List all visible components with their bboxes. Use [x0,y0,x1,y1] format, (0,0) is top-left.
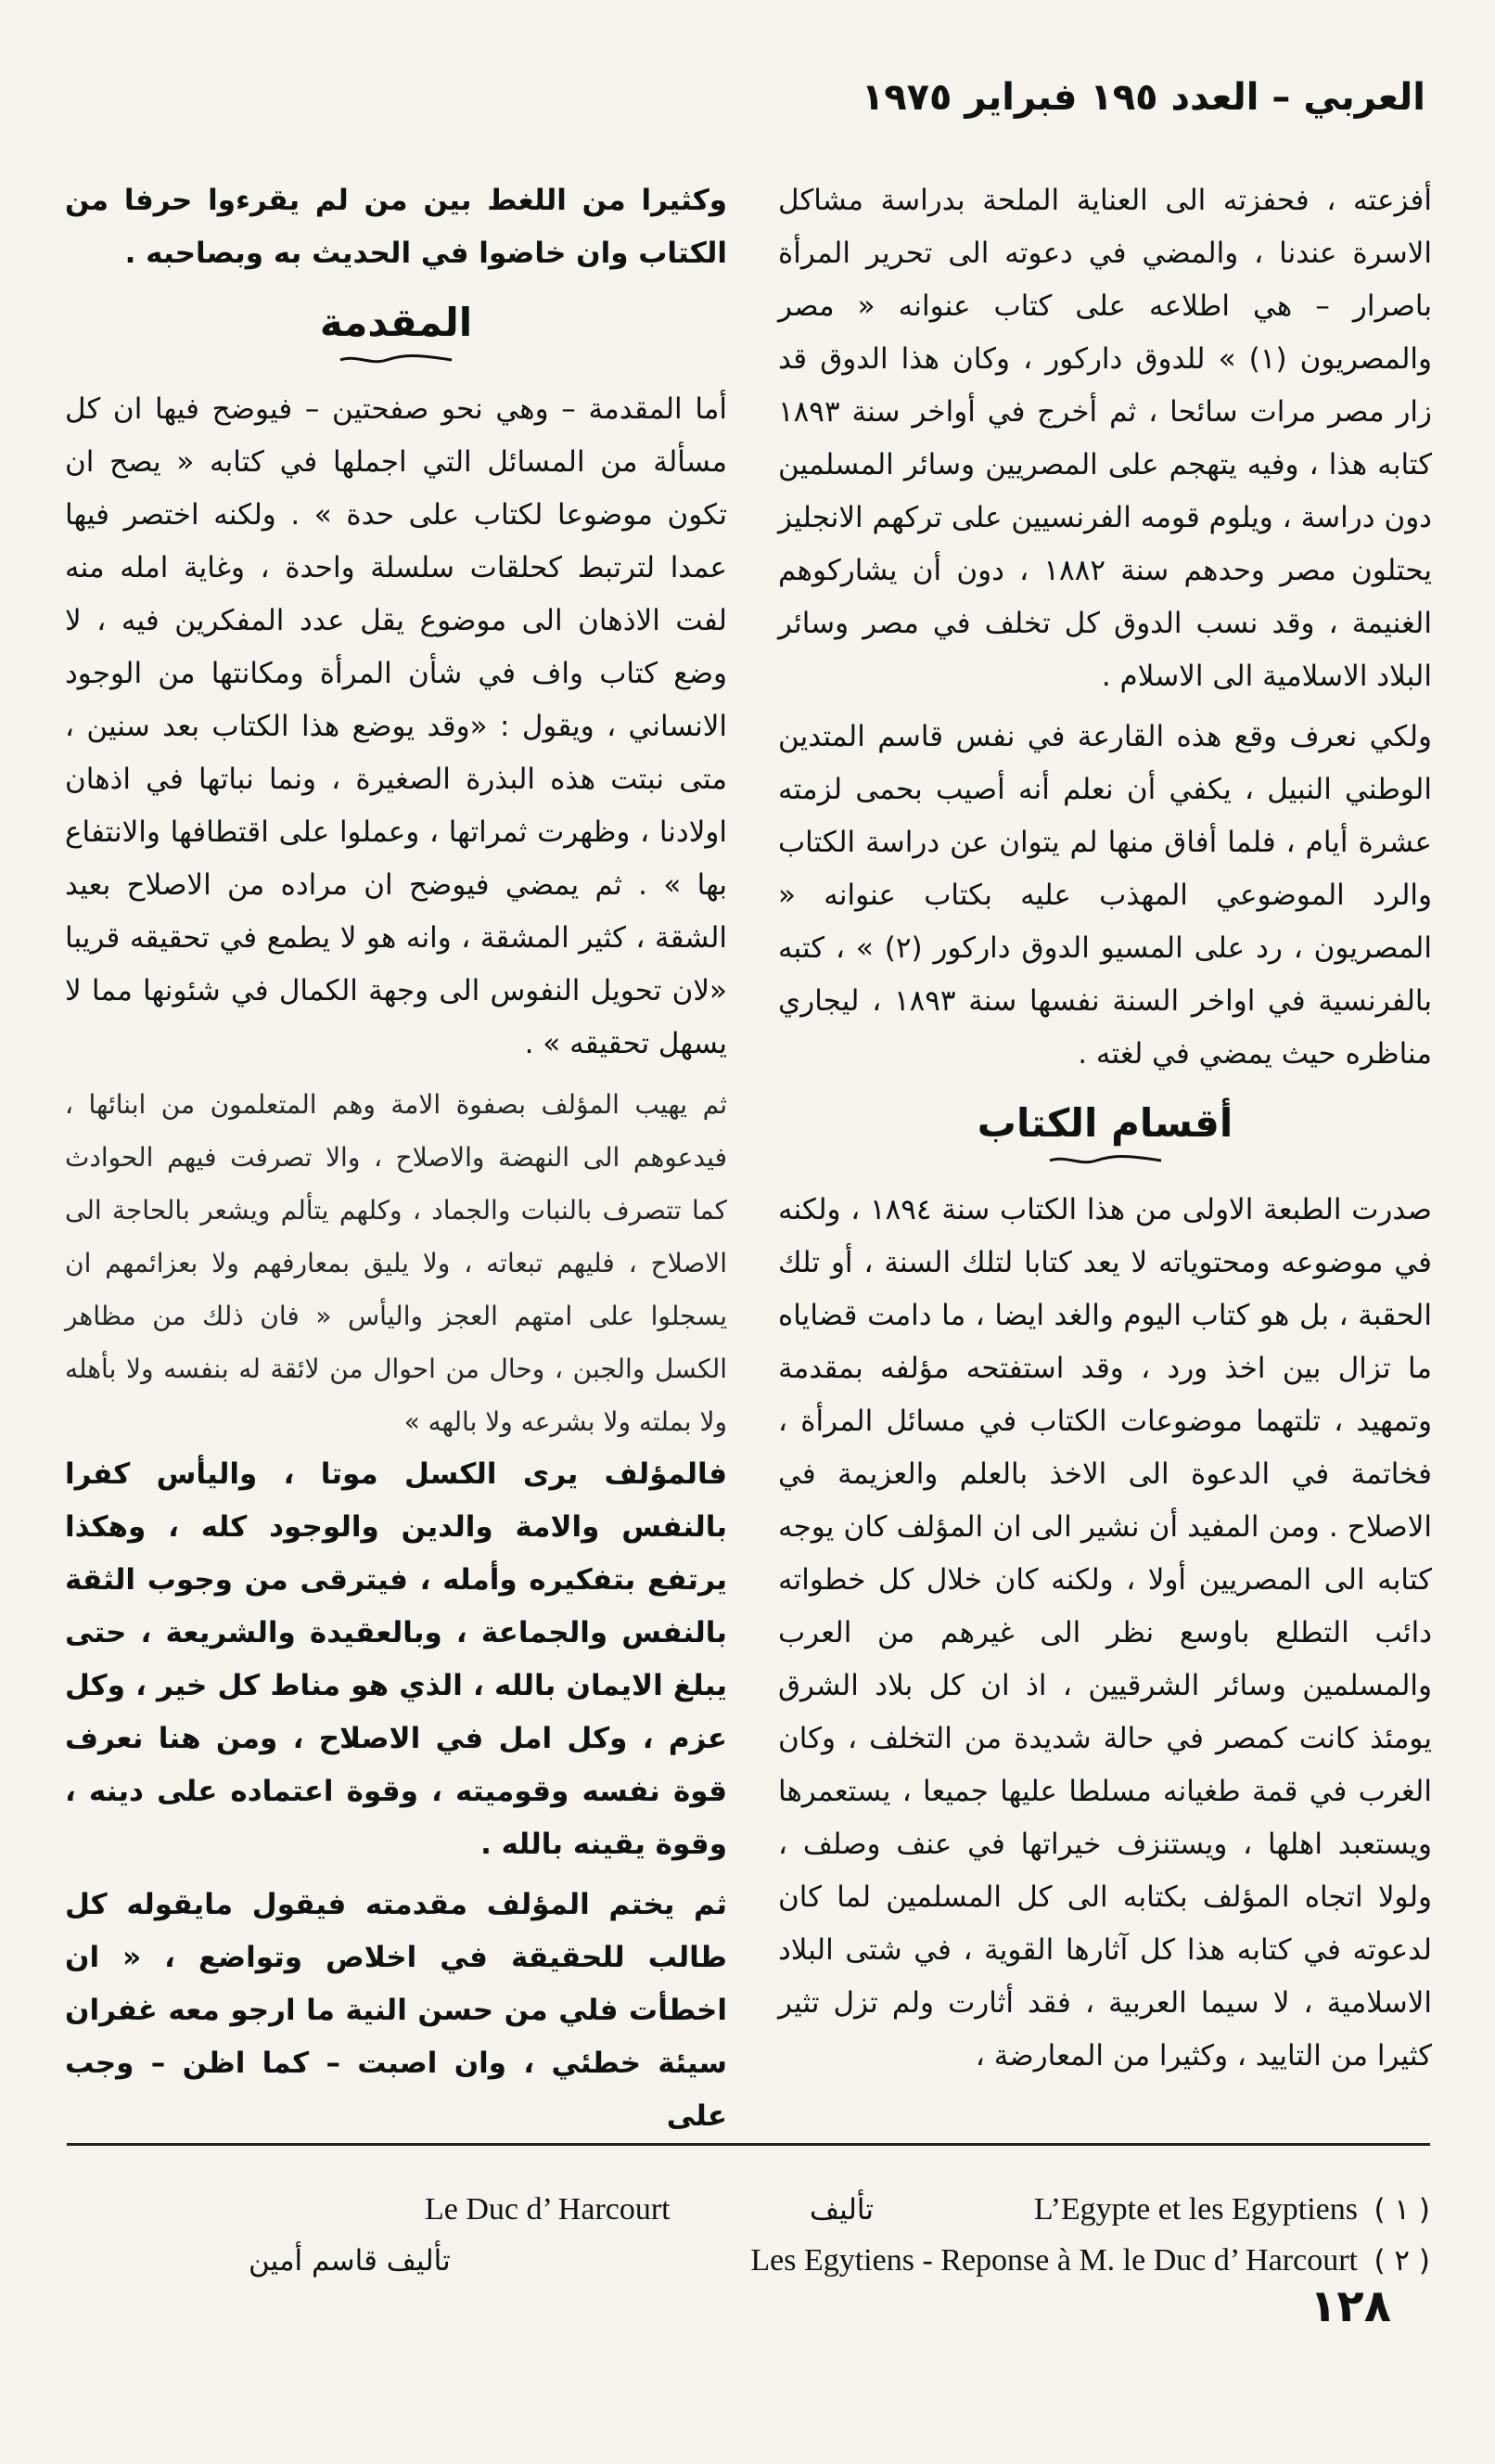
right-paragraph-1: أفزعته ، فحفزته الى العناية الملحة بدراسة مشاكل الاسرة عندنا ، والمضي في دعوته الى تحرير المرأة باصرار – هي اطلاعه على كتاب عنوانه « مصر والمصريون (١) » للدوق داركور ، وكان هذا الدوق قد زار مصر مرات سائحا ، ثم أخرج في أواخر سنة ١٨٩٣ كتابه هذا ، وفيه يتهجم على المصريين وسائر المسلمين دون دراسة ، ويلوم قومه الفرنسيين على تركهم الانجليز يحتلون مصر وحدهم سنة ١٨٨٢ ، دون أن يشاركوهم الغنيمة ، وقد نسب الدوق كل تخلف في مصر وسائر البلاد الاسلامية الى الاسلام . [778,184,1432,693]
left-paragraph-1: وكثيرا من اللغط بين من لم يقرءوا حرفا من الكتاب وان خاضوا في الحديث به وبصاحبه . [65,184,727,270]
footnote-author: Le Duc d’ Harcourt [425,2192,671,2227]
footnotes [67,2188,1430,2290]
left-paragraph-2: أما المقدمة – وهي نحو صفحتين – فيوضح فيها ان كل مسألة من المسائل التي اجملها في كتابه « يصح ان تكون موضوعا لكتاب على حدة » . ولكنه اختصر فيها عمدا لترتبط كحلقات سلسلة واحدة ، وغاية امله منه لفت الاذهان الى موضوع يقل عدد المفكرين فيه ، لا وضع كتاب واف في شأن المرأة ومكانتها من الوجود الانساني ، ويقول : «وقد يوضع هذا الكتاب بعد سنين ، متى نبتت هذه البذرة الصغيرة ، ونما نباتها في اذهان اولادنا ، وظهرت ثمراتها ، وعملوا على اقتطافها والانتفاع بها » . ثم يمضي فيوضح ان مراده من الاصلاح بعيد الشقة ، كثير المشقة ، وانه هو لا يطمع في تحقيقه قريبا «لان تحويل النفوس الى وجهة الكمال في شئونها مما لا يسهل تحقيقه » . [65,392,727,1060]
footnote-title: Les Egytiens - Reponse à M. le Duc d’ Harcourt [750,2243,1358,2278]
page-number: ١٢٨ [1310,2280,1391,2332]
section-title-introduction: المقدمة [319,300,473,345]
right-paragraph-2: ولكي نعرف وقع هذه القارعة في نفس قاسم المتدين الوطني النبيل ، يكفي أن نعلم أنه أصيب بحمى لزمته عشرة أيام ، فلما أفاق منها لم يتوان عن دراسة الكتاب والرد الموضوعي المهذب عليه بكتاب عنوانه « المصريون ، رد على المسيو الدوق داركور (٢) » ، كتبه بالفرنسية في اواخر السنة نفسها سنة ١٨٩٣ ، ليجاري مناظره حيث يمضي في لغته . [778,720,1432,1071]
right-text-column [778,174,1432,2083]
footnote-number: ( ١ ) [1374,2193,1430,2227]
footnote-title: L’Egypte et les Egyptiens [1033,2192,1358,2227]
left-text-column [65,174,727,2143]
footnote-1 [67,2188,1430,2239]
left-paragraph-4: فالمؤلف يرى الكسل موتا ، واليأس كفرا بالنفس والامة والدين والوجود كله ، وهكذا يرتفع بتفكيره وأمله ، فيترقى من وجوب الثقة بالنفس والجماعة ، وبالعقيدة والشريعة ، حتى يبلغ الايمان بالله ، الذي هو مناط كل خير ، وكل عزم ، وكل امل في الاصلاح ، ومن هنا نعرف قوة نفسه وقوميته ، وقوة اعتماده على دينه ، وقوة يقينه بالله . [65,1457,727,1861]
footnote-author-label: تأليف [810,2193,874,2227]
footnote-separator [67,2143,1430,2146]
left-paragraph-5: ثم يختم المؤلف مقدمته فيقول مايقوله كل طالب للحقيقة في اخلاص وتواضع ، « ان اخطأت فلي من حسن النية ما ارجو معه غفران سيئة خطئي ، وان اصبت – كما اظن – وجب على [65,1888,727,2133]
left-paragraph-3: ثم يهيب المؤلف بصفوة الامة وهم المتعلمون من ابنائها ، فيدعوهم الى النهضة والاصلاح ، والا تصرفت فيهم الحوادث كما تتصرف بالنبات والجماد ، وكلهم يتألم ويشعر بالحاجة الى الاصلاح ، فليهم تبعاته ، ولا يليق بمعارفهم ولا بعزائمهم ان يسجلوا على امتهم العجز واليأس « فان ذلك من مظاهر الكسل والجبن ، وحال من احوال من لائقة له بنفسه ولا بأهله ولا بملته ولا بشرعه ولا بالهه » [65,1089,727,1437]
title-ornament [339,353,454,366]
right-paragraph-3: صدرت الطبعة الاولى من هذا الكتاب سنة ١٨٩٤ ، ولكنه في موضوعه ومحتوياته لا يعد كتابا لتلك السنة ، أو تلك الحقبة ، بل هو كتاب اليوم والغد ايضا ، ما دامت قضاياه ما تزال بين اخذ ورد ، وقد استفتحه مؤلفه بمقدمة وتمهيد ، تلتهما موضوعات الكتاب في مسائل المرأة ، فخاتمة في الدعوة الى الاخذ بالعلم والعزيمة في الاصلاح . ومن المفيد أن نشير الى ان المؤلف كان يوجه كتابه الى المصريين أولا ، ولكنه كان خلال كل خطواته دائب التطلع باوسع نظر الى غيرهم من العرب والمسلمين وسائر الشرقيين ، اذ ان كل بلاد الشرق يومئذ كانت كمصر في حالة شديدة من التخلف ، وكان الغرب في قمة طغيانه مسلطا عليها جميعا ، يستعمرها ويستعبد اهلها ، ويستنزف خيراتها في عنف وصلف ، ولولا اتجاه المؤلف بكتابه الى كل المسلمين لما كان لدعوته في كتابه هذا كل آثارها القوية ، في شتى البلاد الاسلامية ، لا سيما العربية ، فقد أثارت ولم تزل تثير كثيرا من التاييد ، وكثيرا من المعارضة ، [778,1193,1432,2073]
running-head: العربي – العدد ١٩٥ فبراير ١٩٧٥ [861,76,1425,119]
footnote-number: ( ٢ ) [1374,2244,1430,2278]
footnote-2 [67,2239,1430,2290]
title-ornament [1048,1154,1163,1167]
footnote-author-label: تأليف قاسم أمين [249,2244,451,2278]
section-title-book-parts: أقسام الكتاب [977,1100,1233,1146]
